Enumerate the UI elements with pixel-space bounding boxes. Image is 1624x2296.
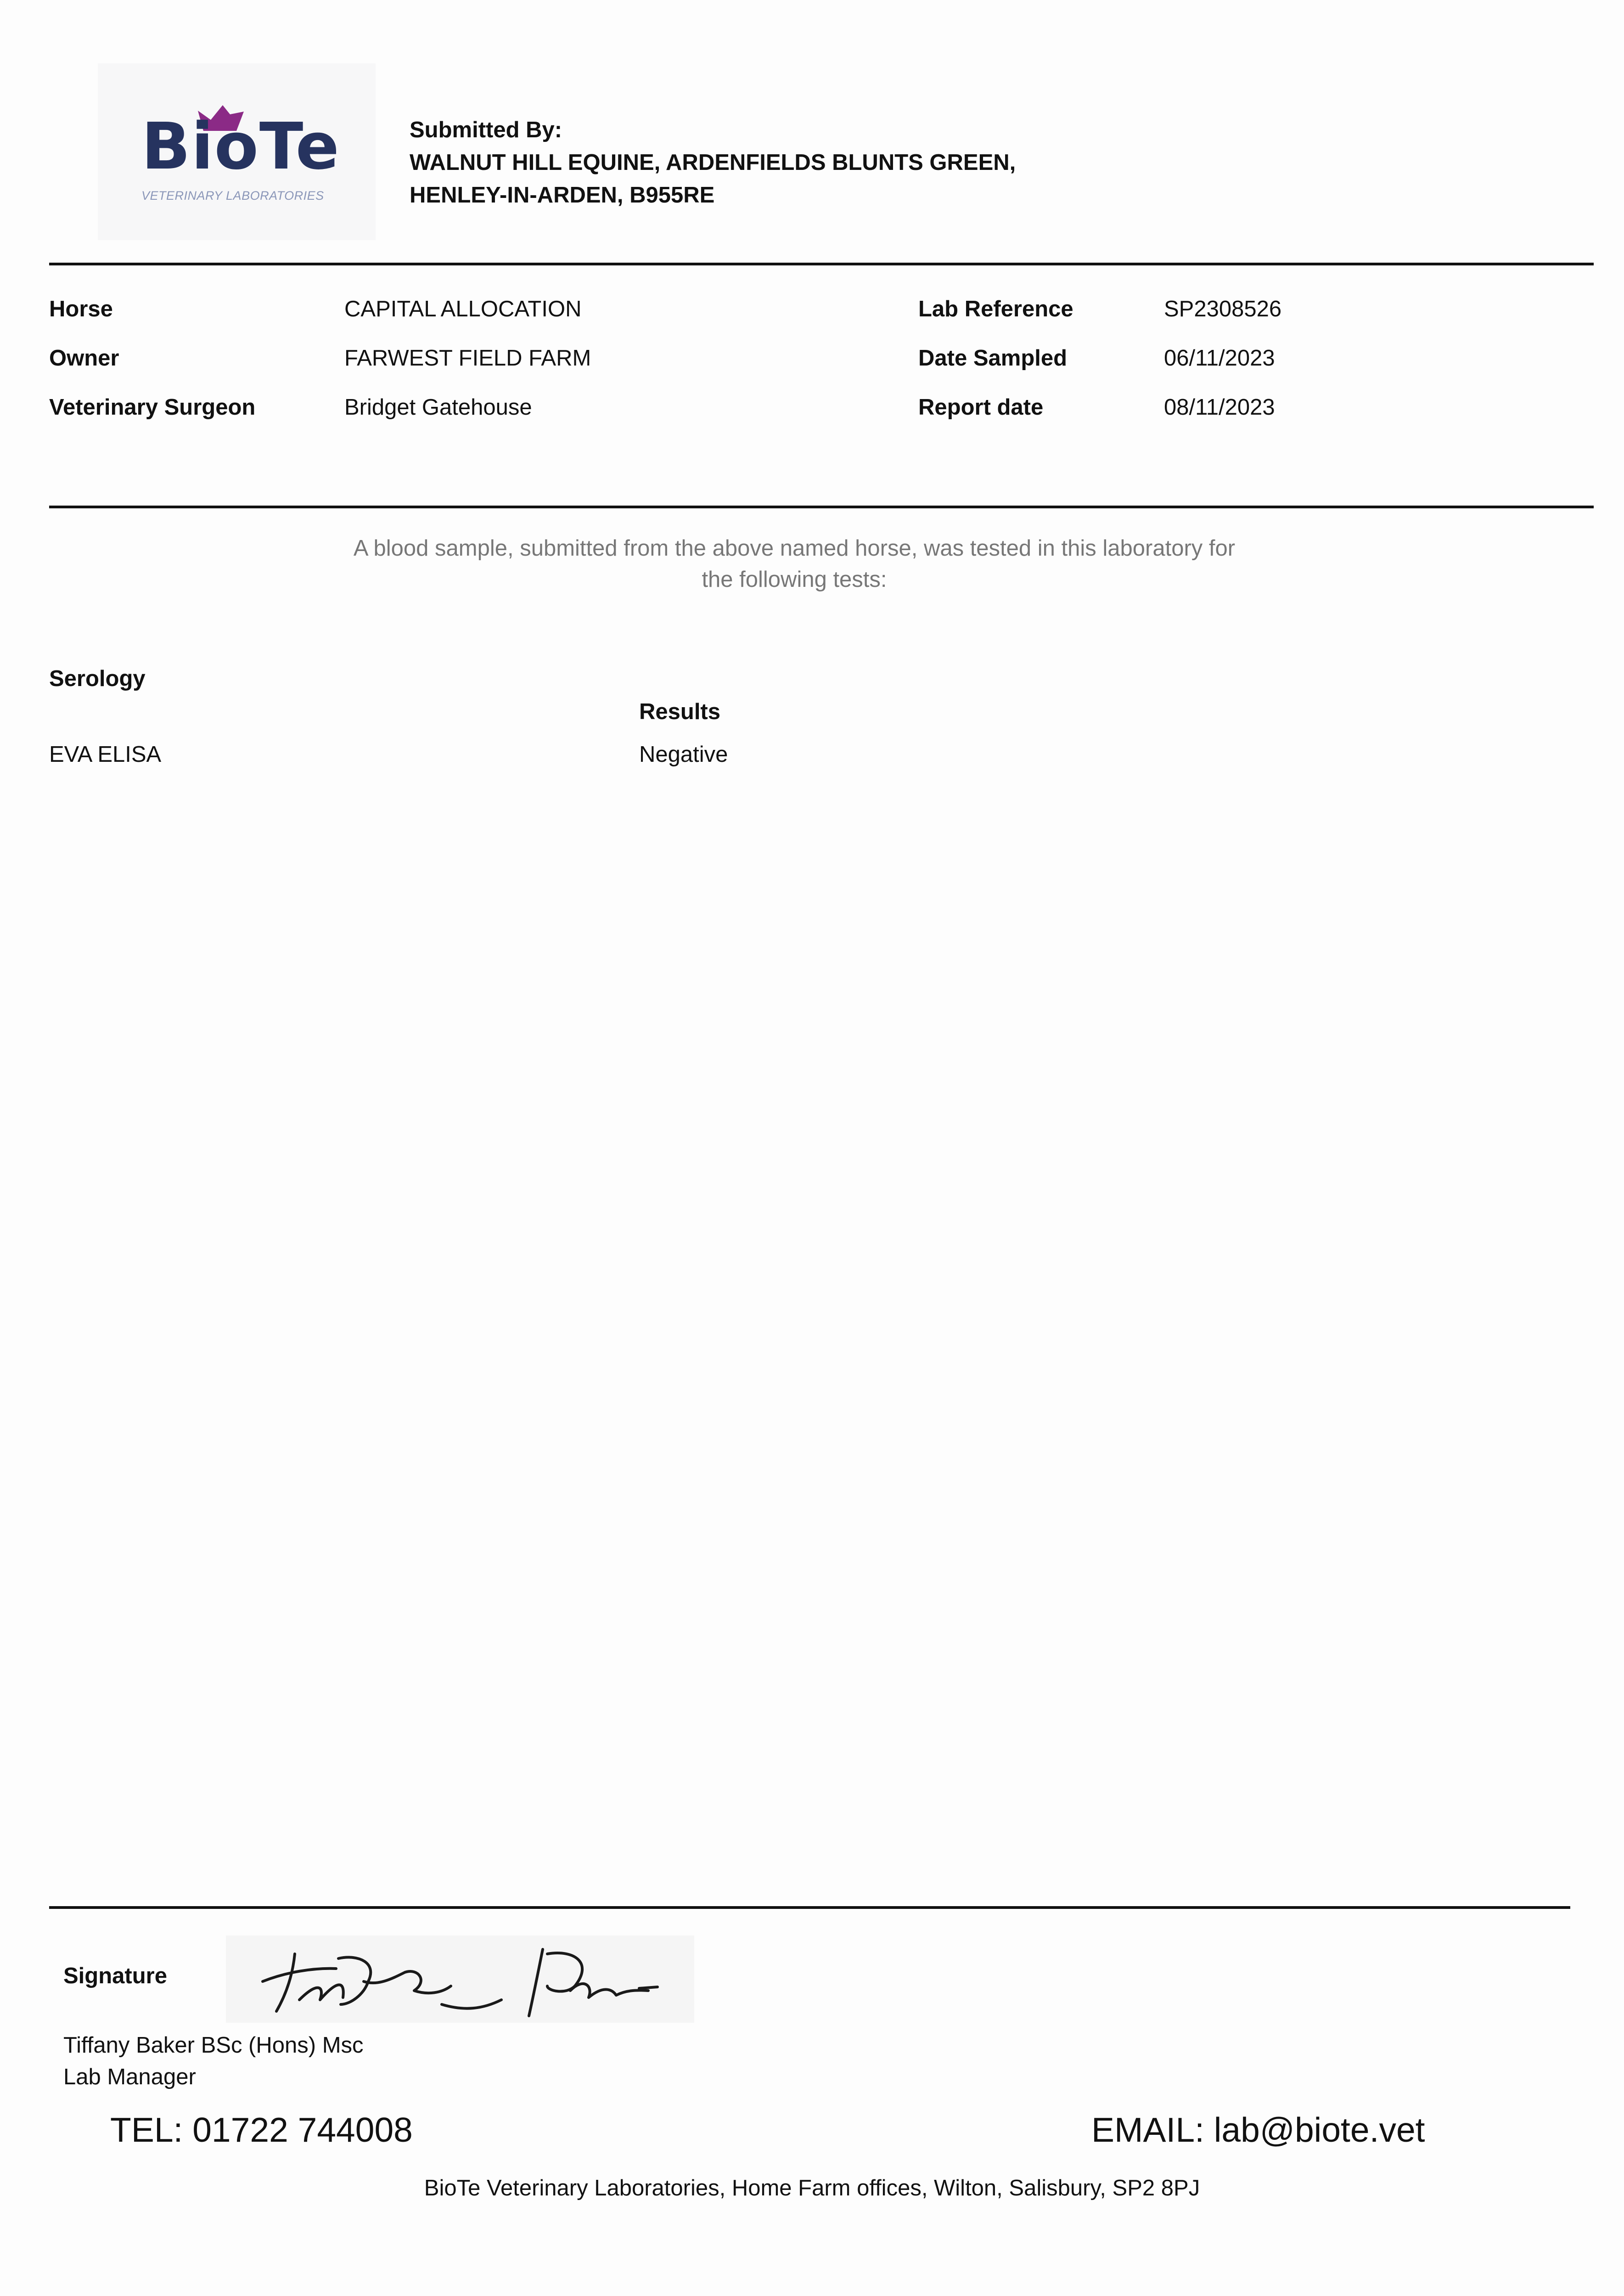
lab-reference-label: Lab Reference — [918, 297, 1073, 321]
report-date-value: 08/11/2023 — [1164, 395, 1275, 420]
submitted-by-line-1: WALNUT HILL EQUINE, ARDENFIELDS BLUNTS GREEN, — [410, 150, 1016, 175]
logo-wordmark: BioTe — [141, 109, 340, 184]
horse-value: CAPITAL ALLOCATION — [344, 297, 582, 321]
signer-block — [63, 2030, 364, 2093]
test-name: EVA ELISA — [49, 742, 162, 767]
lab-logo — [98, 63, 376, 240]
date-sampled-value: 06/11/2023 — [1164, 346, 1275, 371]
divider-top — [49, 263, 1594, 265]
owner-label: Owner — [49, 346, 119, 371]
logo-subtitle: VETERINARY LABORATORIES — [141, 189, 324, 203]
vet-surgeon-label: Veterinary Surgeon — [49, 395, 256, 420]
intro-line-1: A blood sample, submitted from the above named horse, was tested in this laboratory for — [353, 536, 1236, 561]
serology-title: Serology — [49, 666, 146, 691]
divider-bottom — [49, 1906, 1570, 1909]
handwritten-signature-icon — [226, 1936, 694, 2023]
horse-label: Horse — [49, 297, 113, 321]
owner-value: FARWEST FIELD FARM — [344, 346, 591, 371]
footer-email: EMAIL: lab@biote.vet — [1091, 2110, 1425, 2149]
date-sampled-label: Date Sampled — [918, 346, 1068, 371]
signature-image — [226, 1936, 694, 2023]
submitted-by-block — [410, 114, 1236, 212]
submitted-by-label: Submitted By: — [410, 118, 562, 142]
intro-text — [275, 533, 1313, 595]
submitted-by-line-2: HENLEY-IN-ARDEN, B955RE — [410, 183, 715, 208]
intro-line-2: the following tests: — [702, 567, 887, 592]
signer-name: Tiffany Baker BSc (Hons) Msc — [63, 2033, 364, 2058]
test-result: Negative — [639, 742, 728, 767]
signature-label: Signature — [63, 1964, 167, 1988]
report-date-label: Report date — [918, 395, 1044, 420]
footer-address: BioTe Veterinary Laboratories, Home Farm offices, Wilton, Salisbury, SP2 8PJ — [424, 2176, 1200, 2200]
footer-telephone: TEL: 01722 744008 — [110, 2110, 413, 2149]
lab-reference-value: SP2308526 — [1164, 297, 1282, 321]
signer-role: Lab Manager — [63, 2065, 196, 2089]
results-header: Results — [639, 699, 721, 724]
divider-middle — [49, 506, 1594, 508]
vet-surgeon-value: Bridget Gatehouse — [344, 395, 532, 420]
